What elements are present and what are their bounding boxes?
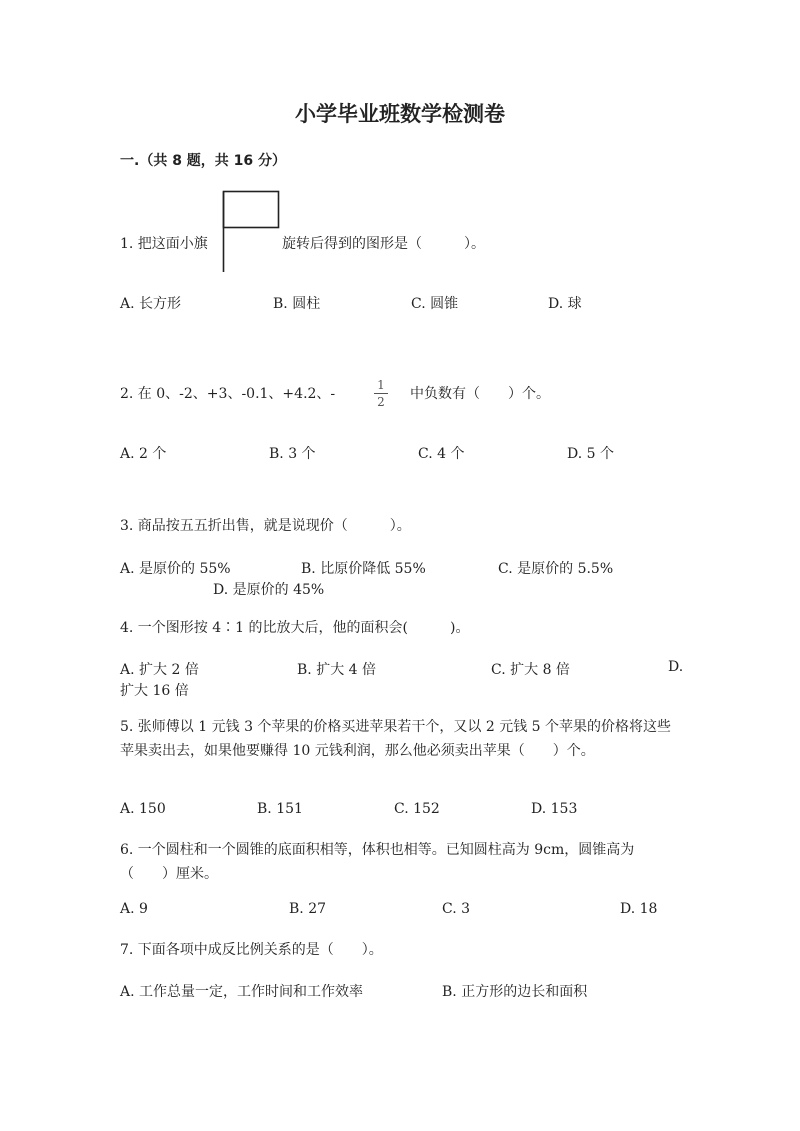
question-2-option-b[interactable]: B. 3 个 bbox=[269, 446, 316, 462]
question-5-option-d[interactable]: D. 153 bbox=[531, 801, 578, 817]
flag-figure bbox=[218, 188, 282, 274]
question-1-option-c[interactable]: C. 圆锥 bbox=[411, 296, 459, 312]
question-3-stem: 3. 商品按五五折出售，就是说现价（ ）。 bbox=[120, 518, 411, 534]
question-4-option-d[interactable]: D. bbox=[668, 659, 684, 675]
question-6-stem: 6. 一个圆柱和一个圆锥的底面积相等，体积也相等。已知圆柱高为 9cm，圆锥高为（ ）厘米。 bbox=[120, 842, 635, 882]
question-3-option-c[interactable]: C. 是原价的 5.5% bbox=[498, 561, 614, 577]
fraction-denominator: 2 bbox=[377, 395, 385, 409]
fraction-one-half bbox=[374, 378, 388, 409]
question-4-option-b[interactable]: B. 扩大 4 倍 bbox=[297, 662, 376, 678]
question-2-option-d[interactable]: D. 5 个 bbox=[567, 446, 614, 462]
question-2-stem-before: 2. 在 0、-2、+3、-0.1、+4.2、- bbox=[120, 386, 336, 402]
question-5-option-b[interactable]: B. 151 bbox=[257, 801, 303, 817]
question-2-stem-after: 中负数有（ ）个。 bbox=[410, 386, 550, 402]
question-1-stem-before: 1. 把这面小旗 bbox=[120, 236, 208, 252]
fraction-numerator: 1 bbox=[377, 378, 385, 392]
question-7-stem: 7. 下面各项中成反比例关系的是（ ）。 bbox=[120, 942, 383, 958]
question-6-option-b[interactable]: B. 27 bbox=[289, 901, 327, 917]
question-6-option-a[interactable]: A. 9 bbox=[120, 901, 148, 917]
question-3-option-a[interactable]: A. 是原价的 55% bbox=[120, 561, 231, 577]
question-4-stem: 4. 一个图形按 4∶1 的比放大后，他的面积会( )。 bbox=[120, 620, 470, 636]
question-5-option-a[interactable]: A. 150 bbox=[120, 801, 166, 817]
question-1-option-d[interactable]: D. 球 bbox=[548, 296, 582, 312]
question-1-stem-after: 旋转后得到的图形是（ ）。 bbox=[282, 236, 485, 252]
flag-cloth bbox=[224, 192, 279, 228]
question-3-option-d[interactable]: D. 是原价的 45% bbox=[213, 582, 325, 598]
question-7-option-a[interactable]: A. 工作总量一定，工作时间和工作效率 bbox=[120, 984, 364, 1000]
question-1-option-b[interactable]: B. 圆柱 bbox=[273, 296, 321, 312]
question-4-option-d-text: 扩大 16 倍 bbox=[120, 683, 189, 699]
question-6-option-d[interactable]: D. 18 bbox=[620, 901, 658, 917]
question-4-option-a[interactable]: A. 扩大 2 倍 bbox=[120, 662, 199, 678]
question-1-option-a[interactable]: A. 长方形 bbox=[120, 296, 182, 312]
question-5-stem: 5. 张师傅以 1 元钱 3 个苹果的价格买进苹果若干个，又以 2 元钱 5 个苹果的价格将这些苹果卖出去，如果他要赚得 10 元钱利润，那么他必须卖出苹果（ ）个。 bbox=[120, 719, 672, 759]
question-5-option-c[interactable]: C. 152 bbox=[394, 801, 440, 817]
question-4-option-c[interactable]: C. 扩大 8 倍 bbox=[491, 662, 570, 678]
question-3-option-b[interactable]: B. 比原价降低 55% bbox=[301, 561, 426, 577]
question-6-option-c[interactable]: C. 3 bbox=[442, 901, 471, 917]
section-heading: 一.（共 8 题，共 16 分） bbox=[120, 153, 287, 169]
question-2-option-a[interactable]: A. 2 个 bbox=[120, 446, 167, 462]
question-2-option-c[interactable]: C. 4 个 bbox=[418, 446, 465, 462]
question-7-option-b[interactable]: B. 正方形的边长和面积 bbox=[442, 984, 588, 1000]
page-title: 小学毕业班数学检测卷 bbox=[295, 102, 505, 126]
